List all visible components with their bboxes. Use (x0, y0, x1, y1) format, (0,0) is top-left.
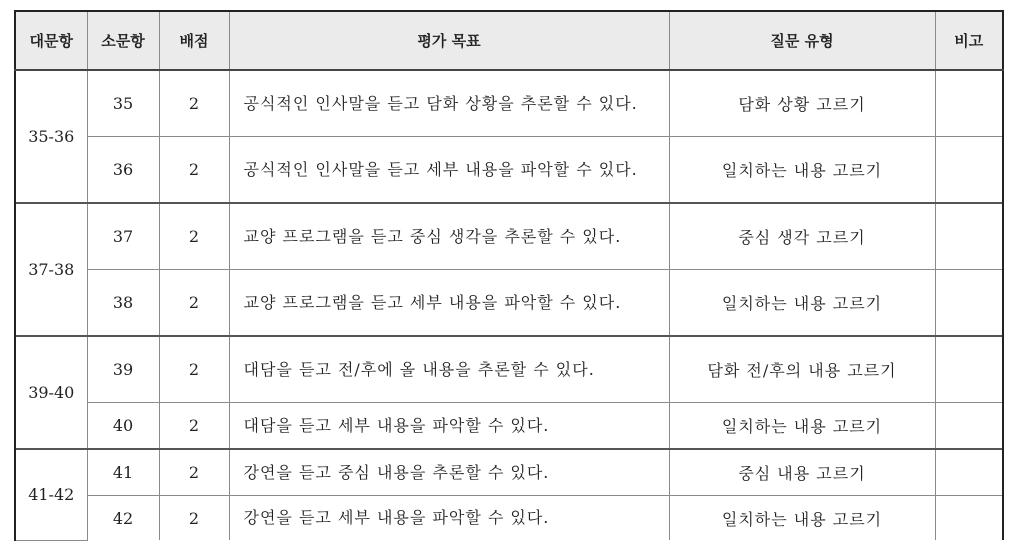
item-number: 39 (87, 336, 159, 403)
points-cell: 2 (159, 449, 229, 496)
points-cell: 2 (159, 137, 229, 204)
question-type-cell: 담화 전/후의 내용 고르기 (669, 336, 935, 403)
table-row (15, 137, 1003, 204)
table-row (15, 336, 1003, 403)
question-type-cell: 일치하는 내용 고르기 (669, 270, 935, 337)
points-cell: 2 (159, 403, 229, 450)
note-cell (935, 496, 1003, 541)
points-cell: 2 (159, 203, 229, 270)
goal-cell: 대담을 듣고 전/후에 올 내용을 추론할 수 있다. (229, 336, 669, 403)
goal-cell: 공식적인 인사말을 듣고 담화 상황을 추론할 수 있다. (229, 70, 669, 137)
note-cell (935, 203, 1003, 270)
goal-cell: 교양 프로그램을 듣고 세부 내용을 파악할 수 있다. (229, 270, 669, 337)
header-group: 대문항 (15, 11, 87, 70)
item-number: 42 (87, 496, 159, 541)
table-row (15, 70, 1003, 137)
header-goal: 평가 목표 (229, 11, 669, 70)
question-type-cell: 담화 상황 고르기 (669, 70, 935, 137)
group-label: 41-42 (15, 449, 87, 540)
table-row (15, 403, 1003, 450)
header-points: 배점 (159, 11, 229, 70)
points-cell: 2 (159, 70, 229, 137)
question-type-cell: 일치하는 내용 고르기 (669, 496, 935, 541)
item-number: 35 (87, 70, 159, 137)
item-number: 41 (87, 449, 159, 496)
goal-cell: 공식적인 인사말을 듣고 세부 내용을 파악할 수 있다. (229, 137, 669, 204)
points-cell: 2 (159, 336, 229, 403)
header-note: 비고 (935, 11, 1003, 70)
header-row (15, 11, 1003, 70)
question-type-cell: 중심 내용 고르기 (669, 449, 935, 496)
header-question-type: 질문 유형 (669, 11, 935, 70)
goal-cell: 교양 프로그램을 듣고 중심 생각을 추론할 수 있다. (229, 203, 669, 270)
note-cell (935, 449, 1003, 496)
item-number: 36 (87, 137, 159, 204)
table-row (15, 270, 1003, 337)
group-label: 39-40 (15, 336, 87, 449)
group-label: 35-36 (15, 70, 87, 203)
question-type-cell: 일치하는 내용 고르기 (669, 137, 935, 204)
question-type-cell: 일치하는 내용 고르기 (669, 403, 935, 450)
evaluation-table (14, 10, 1004, 541)
item-number: 40 (87, 403, 159, 450)
points-cell: 2 (159, 270, 229, 337)
item-number: 37 (87, 203, 159, 270)
note-cell (935, 270, 1003, 337)
note-cell (935, 336, 1003, 403)
question-type-cell: 중심 생각 고르기 (669, 203, 935, 270)
table-row (15, 449, 1003, 496)
table-row (15, 203, 1003, 270)
group-label: 37-38 (15, 203, 87, 336)
note-cell (935, 70, 1003, 137)
note-cell (935, 137, 1003, 204)
goal-cell: 대담을 듣고 세부 내용을 파악할 수 있다. (229, 403, 669, 450)
header-item: 소문항 (87, 11, 159, 70)
points-cell: 2 (159, 496, 229, 541)
goal-cell: 강연을 듣고 중심 내용을 추론할 수 있다. (229, 449, 669, 496)
note-cell (935, 403, 1003, 450)
table-row (15, 496, 1003, 541)
item-number: 38 (87, 270, 159, 337)
goal-cell: 강연을 듣고 세부 내용을 파악할 수 있다. (229, 496, 669, 541)
evaluation-table-container (14, 10, 1004, 541)
